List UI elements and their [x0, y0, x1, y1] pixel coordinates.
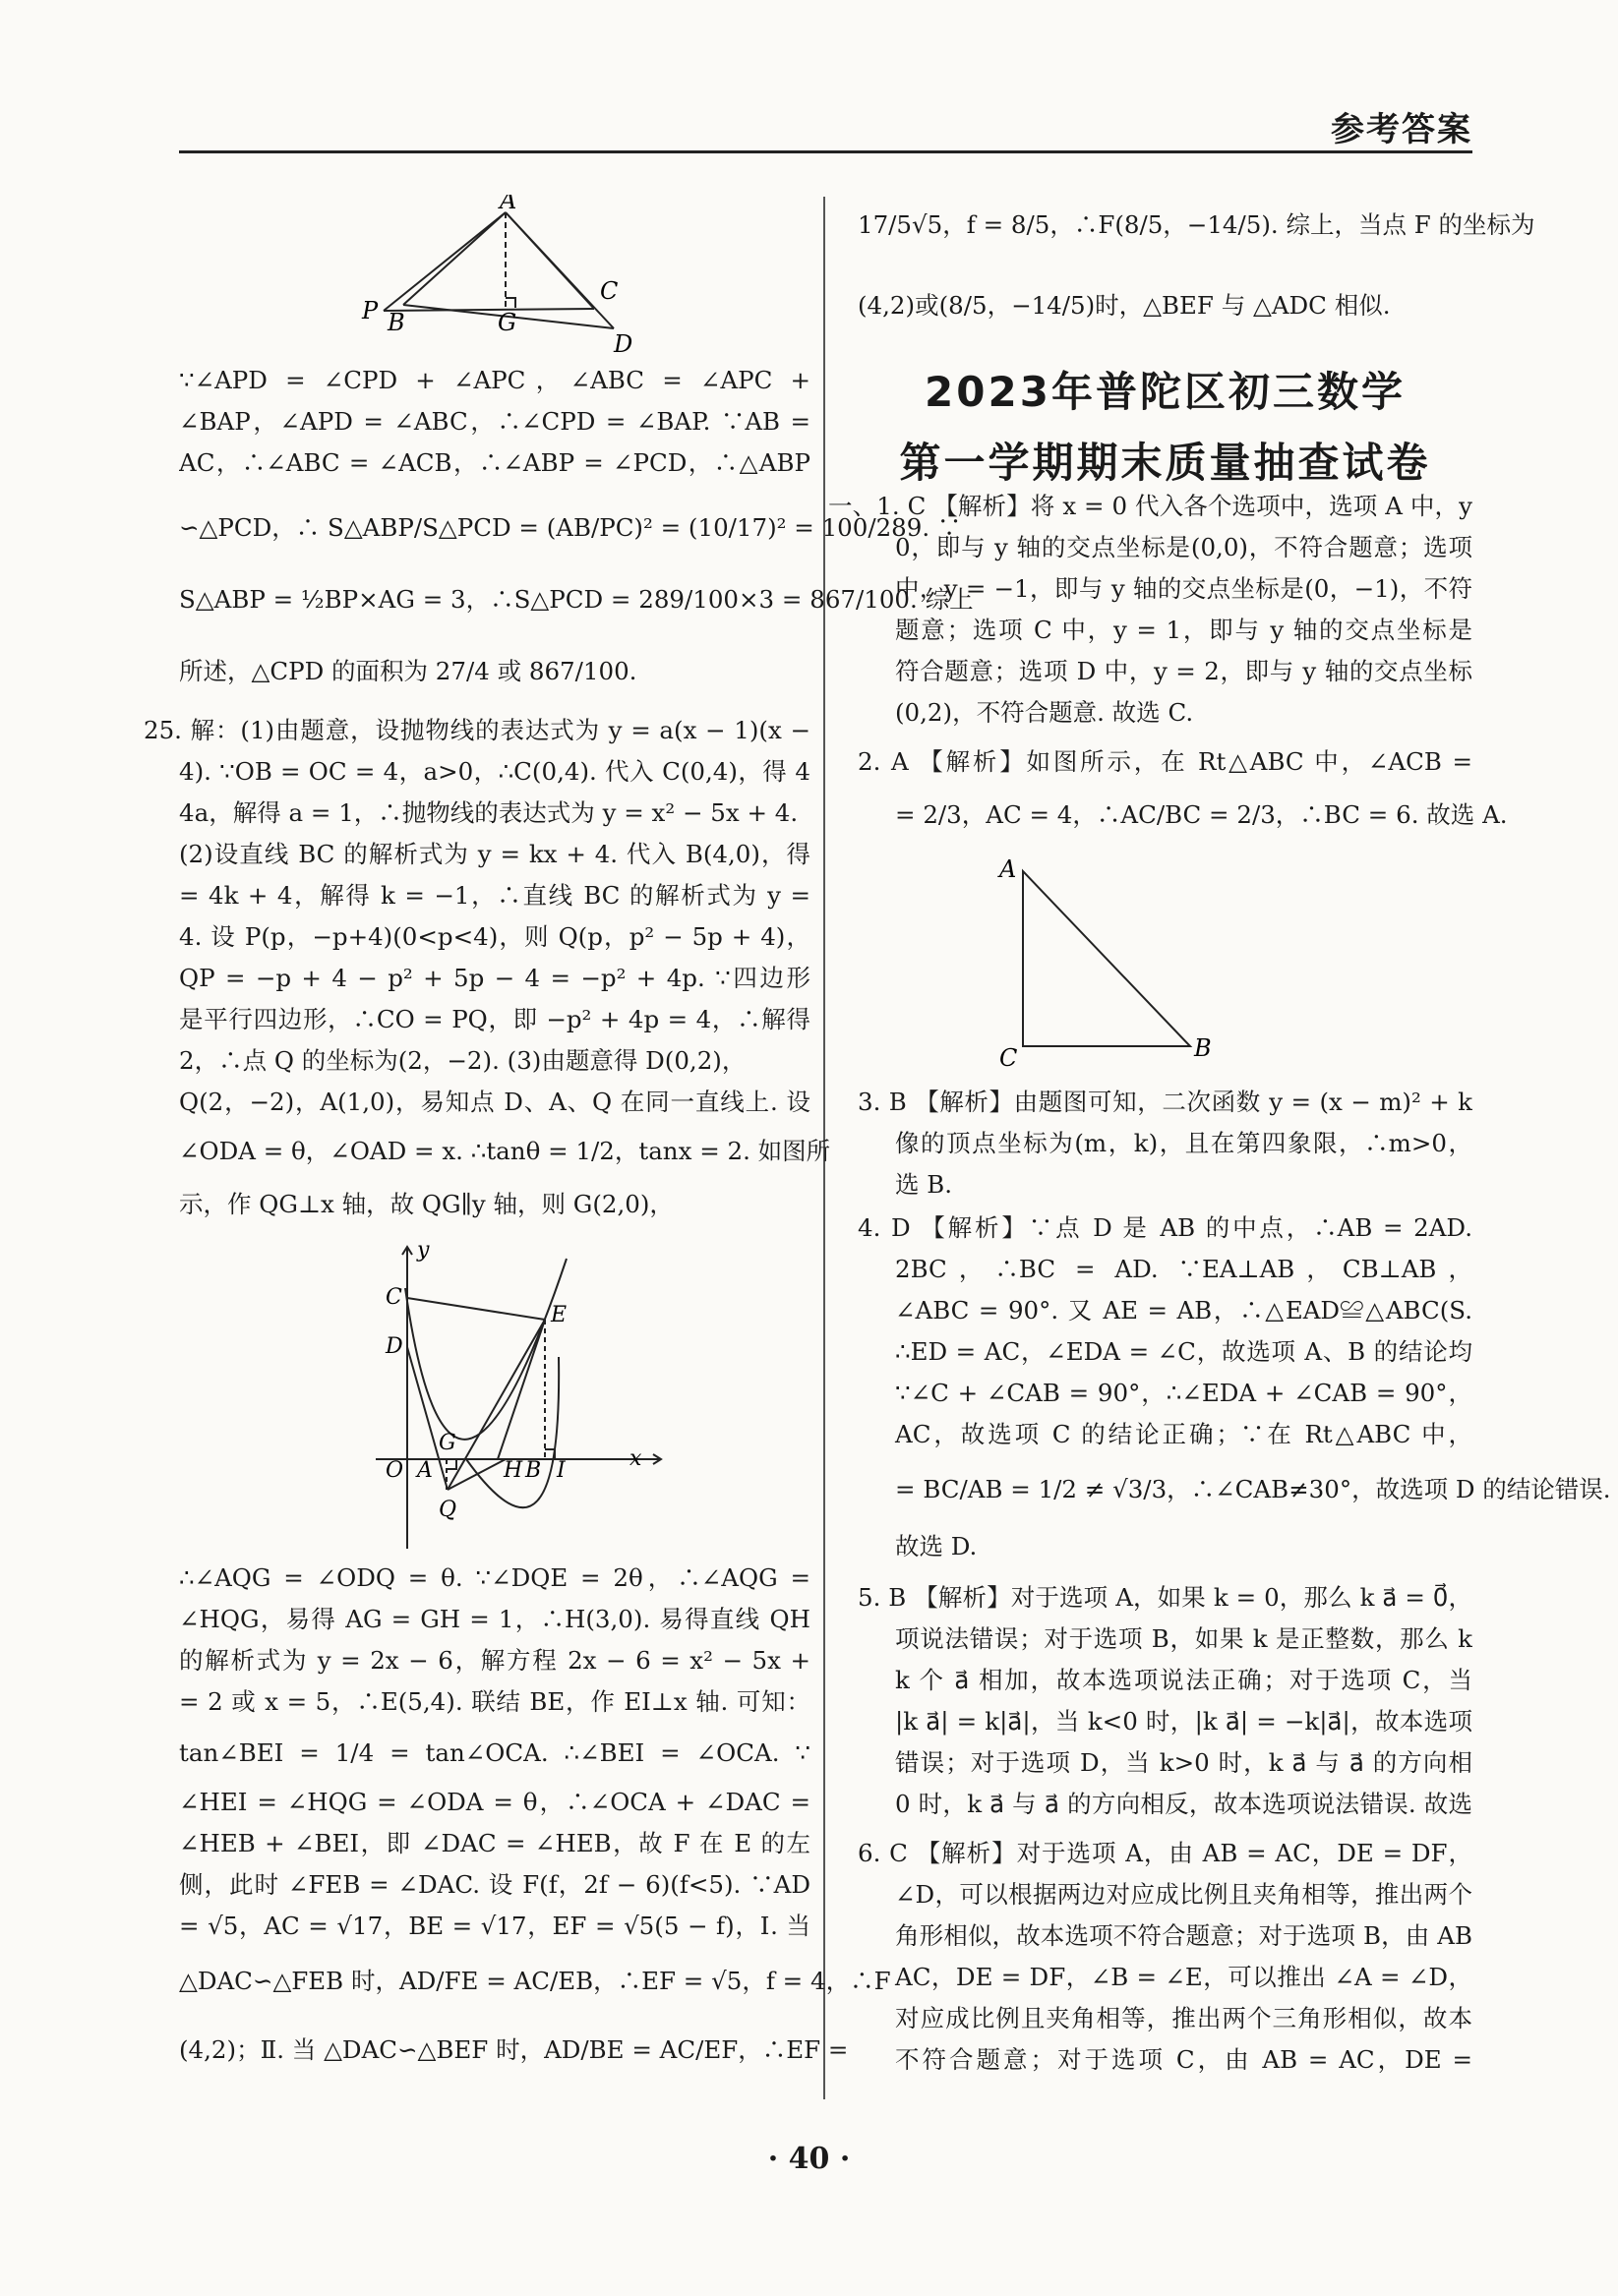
text-line: 故选 D. [895, 1532, 978, 1560]
text-line: ∠HEI = ∠HQG = ∠ODA = θ，∴∠OCA + ∠DAC = [179, 1788, 810, 1816]
text-line: 错误；对于选项 D，当 k>0 时，k a⃗ 与 a⃗ 的方向相 [895, 1748, 1472, 1777]
text-line: ∠D，可以根据两边对应成比例且夹角相等，推出两个 [895, 1880, 1472, 1909]
text-line: = 2/3，AC = 4，∴AC/BC = 2/3，∴BC = 6. 故选 A. [895, 800, 1508, 829]
text-line: ∽△PCD，∴ S△ABP/S△PCD = (AB/PC)² = (10/17)² = 100/289. ∵ [179, 513, 962, 542]
question-4: 4. D 【解析】∵点 D 是 AB 的中点，∴AB = 2AD. [858, 1213, 1472, 1242]
text-line: tan∠BEI = 1/4 = tan∠OCA. ∴∠BEI = ∠OCA. ∵ [179, 1738, 810, 1767]
question-2: 2. A 【解析】如图所示，在 Rt△ABC 中，∠ACB = [858, 747, 1472, 776]
text-line: AC，∴∠ABC = ∠ACB，∴∠ABP = ∠PCD，∴△ABP [179, 448, 810, 477]
text-line: = BC/AB = 1/2 ≠ √3/3，∴∠CAB≠30°，故选项 D 的结论错误. [895, 1475, 1611, 1503]
text-line: 2，∴点 Q 的坐标为(2，−2). (3)由题意得 D(0,2)， [179, 1046, 747, 1075]
text-line: 中，y = −1，即与 y 轴的交点坐标是(0，−1)，不符 [895, 574, 1472, 603]
fig2-label-q: Q [439, 1498, 457, 1522]
fig1-label-b: B [388, 309, 405, 336]
text-line: 4). ∵OB = OC = 4，a>0，∴C(0,4). 代入 C(0,4)，得 4 [179, 757, 810, 786]
text-line: ∴ED = AC，∠EDA = ∠C，故选项 A、B 的结论均 [895, 1337, 1472, 1366]
text-line: (4,2)；Ⅱ. 当 △DAC∽△BEF 时，AD/BE = AC/EF，∴EF = [179, 2035, 849, 2064]
text-line: ∠HQG，易得 AG = GH = 1，∴H(3,0). 易得直线 QH [179, 1605, 810, 1633]
text-line: 选 B. [895, 1170, 953, 1199]
text-line: ∵∠APD = ∠CPD + ∠APC，∠ABC = ∠APC + [179, 366, 810, 394]
text-line: 侧，此时 ∠FEB = ∠DAC. 设 F(f，2f − 6)(f<5). ∵AD [179, 1870, 810, 1899]
fig3-label-a: A [999, 855, 1017, 883]
text-line: |k a⃗| = k|a⃗|，当 k<0 时，|k a⃗| = −k|a⃗|，故本选项 [895, 1707, 1472, 1736]
text-line: k 个 a⃗ 相加，故本选项说法正确；对于选项 C，当 [895, 1666, 1472, 1694]
fig2-label-c: C [386, 1285, 402, 1310]
question-25-start: 25. 解：(1)由题意，设抛物线的表达式为 y = a(x − 1)(x − [144, 716, 810, 744]
text-line: 示，作 QG⊥x 轴，故 QG∥y 轴，则 G(2,0)， [179, 1190, 674, 1218]
text-line: = 2 或 x = 5，∴E(5,4). 联结 BE，作 EI⊥x 轴. 可知： [179, 1687, 810, 1716]
fig2-label-y: y [417, 1239, 430, 1263]
question-6: 6. C 【解析】对于选项 A，由 AB = AC，DE = DF， [858, 1839, 1472, 1867]
text-line: ∴∠AQG = ∠ODQ = θ. ∵∠DQE = 2θ，∴∠AQG = [179, 1563, 810, 1592]
text-line: QP = −p + 4 − p² + 5p − 4 = −p² + 4p. ∵四边形 [179, 964, 810, 992]
text-line: 所述，△CPD 的面积为 27/4 或 867/100. [179, 657, 637, 685]
exam-title: 2023年普陀区初三数学 [925, 368, 1406, 416]
fig2-label-a: A [417, 1458, 433, 1483]
fig1-label-c: C [600, 277, 619, 305]
fig2-label-o: O [386, 1458, 404, 1483]
text-line: 是平行四边形，∴CO = PQ，即 −p² + 4p = 4，∴解得 [179, 1005, 810, 1033]
text-line: 对应成比例且夹角相等，推出两个三角形相似，故本 [895, 2004, 1472, 2032]
header-label: 参考答案 [1331, 110, 1472, 149]
text-line: 4. 设 P(p，−p+4)(0<p<4)，则 Q(p，p² − 5p + 4)， [179, 922, 810, 951]
fig2-label-h: H [504, 1458, 523, 1483]
text-line: = 4k + 4，解得 k = −1，∴直线 BC 的解析式为 y = [179, 881, 810, 910]
text-line: ∠ABC = 90°. 又 AE = AB，∴△EAD≌△ABC(S. [895, 1296, 1472, 1325]
triangle-pad-figure [356, 195, 671, 357]
text-line: S△ABP = ½BP×AG = 3，∴S△PCD = 289/100×3 = 867/100. 综上 [179, 585, 974, 614]
text-line: 0，即与 y 轴的交点坐标是(0,0)，不符合题意；选项 [895, 533, 1472, 561]
text-line: AC，故选项 C 的结论正确；∵在 Rt△ABC 中， [895, 1420, 1472, 1448]
page-number: · 40 · [767, 2142, 851, 2176]
text-line: AC，DE = DF，∠B = ∠E，可以推出 ∠A = ∠D， [895, 1963, 1472, 1991]
text-line: (4,2)或(8/5，−14/5)时，△BEF 与 △ADC 相似. [858, 291, 1391, 320]
text-line: 项说法错误；对于选项 B，如果 k 是正整数，那么 k [895, 1624, 1472, 1653]
fig1-label-p: P [362, 297, 379, 324]
text-line: (2)设直线 BC 的解析式为 y = kx + 4. 代入 B(4,0)，得 [179, 840, 810, 868]
fig2-label-b: B [525, 1458, 542, 1483]
text-line: ∵∠C + ∠CAB = 90°，∴∠EDA + ∠CAB = 90°， [895, 1379, 1472, 1407]
fig3-label-c: C [999, 1044, 1018, 1070]
fig2-label-d: D [386, 1334, 403, 1359]
right-triangle-figure [995, 854, 1222, 1070]
text-line: 0 时，k a⃗ 与 a⃗ 的方向相反，故本选项说法错误. 故选 [895, 1790, 1472, 1818]
fig1-label-a: A [500, 195, 517, 214]
text-line: = √5，AC = √17，BE = √17，EF = √5(5 − f)，Ⅰ. 当 [179, 1912, 810, 1940]
text-line: △DAC∽△FEB 时，AD/FE = AC/EB，∴EF = √5，f = 4，∴F [179, 1967, 891, 1995]
header-rule [179, 150, 1472, 153]
text-line: ∠ODA = θ，∠OAD = x. ∴tanθ = 1/2，tanx = 2. 如图所 [179, 1137, 831, 1165]
text-line: 4a，解得 a = 1，∴抛物线的表达式为 y = x² − 5x + 4. [179, 798, 799, 827]
section-one-start: 一、1. C 【解析】将 x = 0 代入各个选项中，选项 A 中，y [828, 492, 1472, 520]
fig2-label-x: x [629, 1446, 642, 1471]
question-3: 3. B 【解析】由题图可知，二次函数 y = (x − m)² + k [858, 1088, 1472, 1116]
text-line: 的解析式为 y = 2x − 6，解方程 2x − 6 = x² − 5x + [179, 1646, 810, 1675]
fig2-label-i: I [557, 1458, 566, 1483]
fig3-label-b: B [1194, 1034, 1212, 1062]
fig2-label-g: G [439, 1431, 456, 1455]
parabola-figure [376, 1239, 671, 1554]
question-5: 5. B 【解析】对于选项 A，如果 k = 0，那么 k a⃗ = 0⃗， [858, 1583, 1472, 1612]
text-line: 2BC，∴BC = AD. ∵EA⊥AB，CB⊥AB， [895, 1255, 1472, 1283]
text-line: (0,2)，不符合题意. 故选 C. [895, 698, 1194, 727]
text-line: 题意；选项 C 中，y = 1，即与 y 轴的交点坐标是 [895, 616, 1472, 644]
text-line: Q(2，−2)，A(1,0)，易知点 D、A、Q 在同一直线上. 设 [179, 1088, 810, 1116]
text-line: 不符合题意；对于选项 C，由 AB = AC，DE = [895, 2045, 1472, 2074]
text-line: 角形相似，故本选项不符合题意；对于选项 B，由 AB [895, 1921, 1472, 1950]
fig2-label-e: E [551, 1303, 568, 1327]
text-line: 符合题意；选项 D 中，y = 2，即与 y 轴的交点坐标 [895, 657, 1472, 685]
text-line: ∠BAP，∠APD = ∠ABC，∴∠CPD = ∠BAP. ∵AB = [179, 407, 810, 436]
text-line: 像的顶点坐标为(m，k)，且在第四象限，∴m>0， [895, 1129, 1472, 1157]
fig1-label-g: G [498, 309, 517, 336]
text-line: ∠HEB + ∠BEI，即 ∠DAC = ∠HEB，故 F 在 E 的左 [179, 1829, 810, 1857]
text-line: 17/5√5，f = 8/5，∴F(8/5，−14/5). 综上，当点 F 的坐标为 [858, 210, 1535, 239]
fig1-label-d: D [614, 330, 633, 357]
exam-subtitle: 第一学期期末质量抽查试卷 [899, 439, 1431, 487]
